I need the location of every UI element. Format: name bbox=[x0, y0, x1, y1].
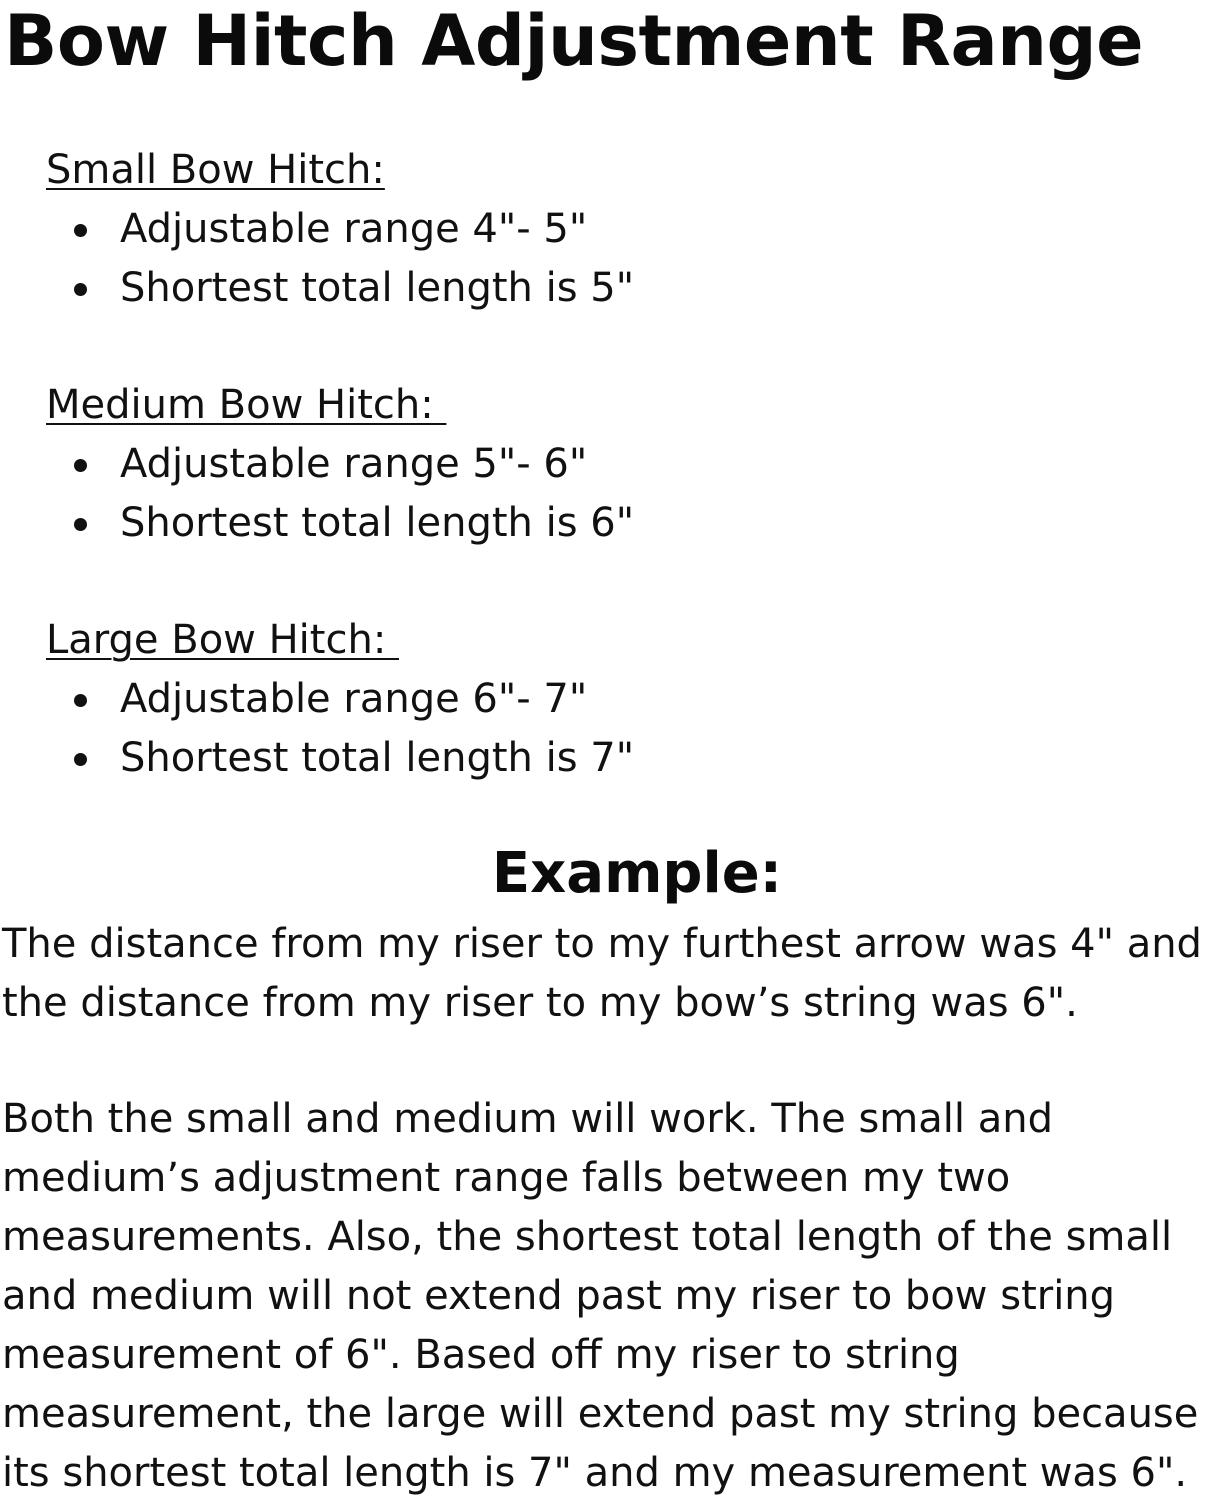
paragraph-line: Both the small and medium will work. The small and bbox=[2, 1096, 1053, 1142]
paragraph-line: measurement, the large will extend past my string because bbox=[2, 1391, 1199, 1437]
list-item bbox=[46, 494, 946, 553]
page-title: Bow Hitch Adjustment Range bbox=[4, 0, 1144, 82]
bullet-list bbox=[46, 435, 946, 553]
example-heading: Example: bbox=[491, 841, 783, 906]
list-item-text: Shortest total length is 6" bbox=[120, 500, 635, 546]
list-item bbox=[46, 259, 946, 318]
bullet-icon bbox=[74, 694, 87, 707]
list-item-text: Adjustable range 6"- 7" bbox=[120, 676, 588, 722]
large-bow-hitch-section bbox=[46, 612, 946, 788]
bullet-icon bbox=[74, 224, 87, 237]
section-heading: Small Bow Hitch: bbox=[46, 147, 385, 193]
section-heading: Medium Bow Hitch: bbox=[46, 382, 447, 428]
bullet-icon bbox=[74, 518, 87, 531]
bullet-icon bbox=[74, 283, 87, 296]
list-item bbox=[46, 729, 946, 788]
bullet-list bbox=[46, 200, 946, 318]
list-item bbox=[46, 200, 946, 259]
list-item-text: Adjustable range 4"- 5" bbox=[120, 206, 588, 252]
paragraph-line: and medium will not extend past my riser to bow string bbox=[2, 1273, 1116, 1319]
paragraph-line: measurements. Also, the shortest total length of the small bbox=[2, 1214, 1173, 1260]
example-paragraph-1 bbox=[2, 915, 1228, 1033]
list-item bbox=[46, 435, 946, 494]
list-item-text: Adjustable range 5"- 6" bbox=[120, 441, 588, 487]
paragraph-line: measurement of 6". Based off my riser to string bbox=[2, 1332, 960, 1378]
bullet-icon bbox=[74, 753, 87, 766]
paragraph-line: the distance from my riser to my bow’s string was 6". bbox=[2, 980, 1078, 1026]
list-item bbox=[46, 670, 946, 729]
list-item-text: Shortest total length is 7" bbox=[120, 735, 635, 781]
paragraph-line: its shortest total length is 7" and my measurement was 6". bbox=[2, 1450, 1188, 1496]
small-bow-hitch-section bbox=[46, 142, 946, 318]
paragraph-line: The distance from my riser to my furthest arrow was 4" and bbox=[2, 921, 1202, 967]
list-item-text: Shortest total length is 5" bbox=[120, 265, 635, 311]
medium-bow-hitch-section bbox=[46, 377, 946, 553]
bullet-list bbox=[46, 670, 946, 788]
example-paragraph-2 bbox=[2, 1090, 1228, 1503]
bullet-icon bbox=[74, 459, 87, 472]
paragraph-line: medium’s adjustment range falls between my two bbox=[2, 1155, 1011, 1201]
section-heading: Large Bow Hitch: bbox=[46, 617, 400, 663]
